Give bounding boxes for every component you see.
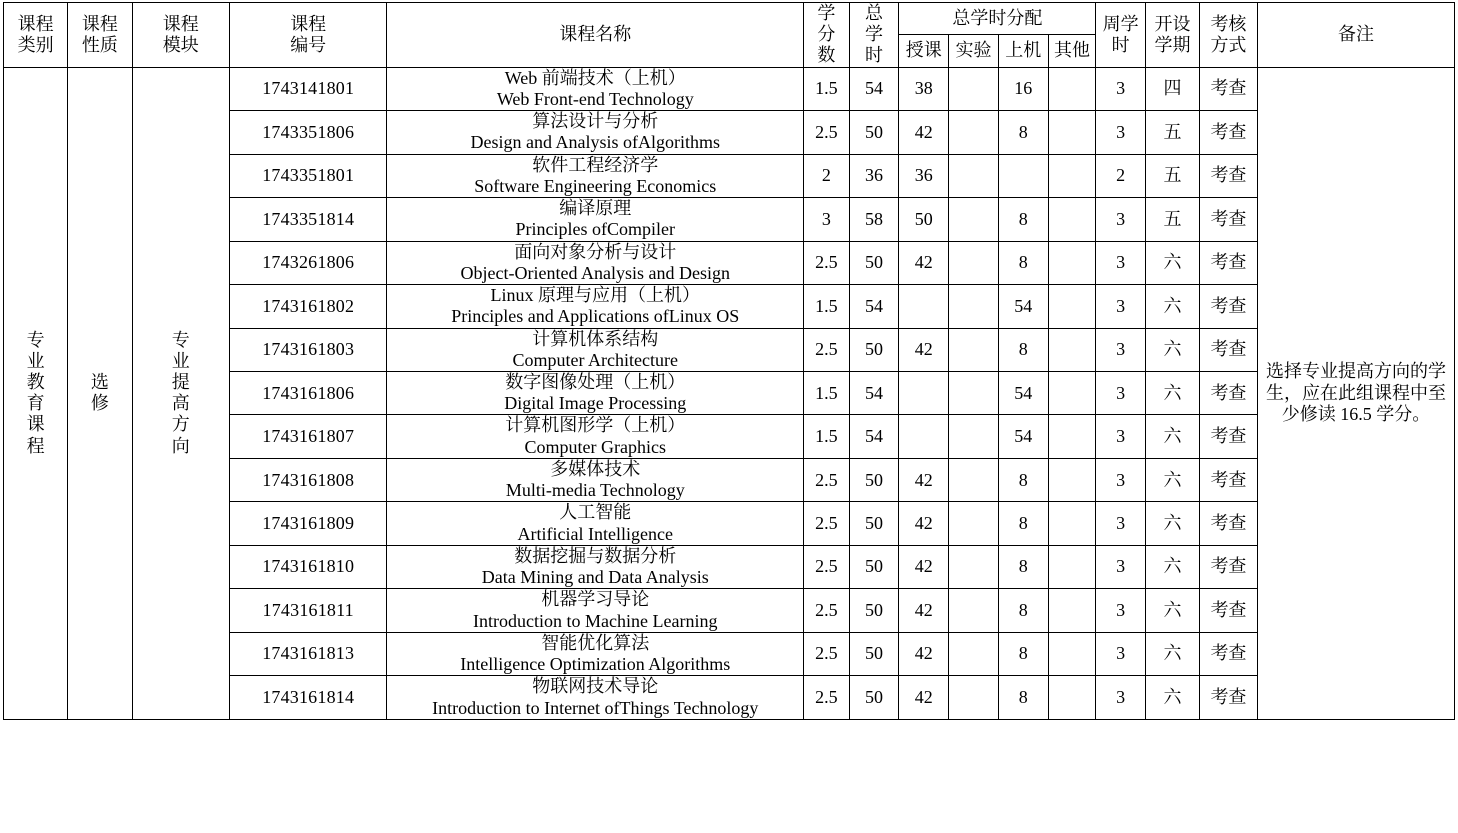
course-lab-hours: 8 [998,458,1048,501]
course-assessment: 考查 [1199,502,1257,545]
course-name [387,328,804,371]
course-name-en: Computer Graphics [524,436,666,457]
course-lab-hours: 8 [998,241,1048,284]
course-name-cn: 算法设计与分析 [532,111,659,132]
course-term: 六 [1146,632,1200,675]
table-body [4,67,1455,719]
course-name [387,154,804,197]
course-experiment-hours [949,371,999,414]
group-module-cell [132,67,229,719]
course-term: 六 [1146,545,1200,588]
course-name-cn: 多媒体技术 [550,458,641,479]
course-experiment-hours [949,415,999,458]
course-lecture-hours: 36 [899,154,949,197]
course-assessment: 考查 [1199,589,1257,632]
course-other-hours [1048,111,1096,154]
course-weekly-hours: 3 [1096,371,1146,414]
course-name-cn: 计算机图形学（上机） [505,415,686,436]
course-lab-hours: 8 [998,632,1048,675]
header-course-module-line2: 模块 [162,34,199,55]
header-hours-distribution: 总学时分配 [899,3,1096,35]
group-category-char: 育 [26,393,45,414]
course-other-hours [1048,458,1096,501]
course-name-en: Intelligence Optimization Algorithms [460,654,731,675]
header-remark: 备注 [1257,3,1454,68]
course-code: 1743161808 [229,458,387,501]
header-weekly-hours-line2: 时 [1111,34,1130,55]
course-code: 1743351806 [229,111,387,154]
course-lab-hours: 54 [998,415,1048,458]
course-lab-hours: 16 [998,67,1048,110]
course-name [387,241,804,284]
course-name-en: Introduction to Internet ofThings Technology [432,697,759,718]
course-lab-hours: 8 [998,198,1048,241]
course-assessment: 考查 [1199,371,1257,414]
course-lab-hours: 8 [998,328,1048,371]
course-total-hours: 58 [849,198,899,241]
course-code: 1743141801 [229,67,387,110]
course-experiment-hours [949,589,999,632]
course-name-en: Artificial Intelligence [517,523,673,544]
group-nature-cell [68,67,132,719]
course-name-en: Principles ofCompiler [515,219,676,240]
course-lab-hours: 8 [998,111,1048,154]
course-term: 五 [1146,111,1200,154]
course-name-cn: 人工智能 [559,502,632,523]
course-code: 1743351801 [229,154,387,197]
course-assessment: 考查 [1199,154,1257,197]
group-category-char: 教 [26,371,45,392]
course-term: 六 [1146,458,1200,501]
course-experiment-hours [949,328,999,371]
course-other-hours [1048,545,1096,588]
course-total-hours: 54 [849,415,899,458]
course-name [387,632,804,675]
course-experiment-hours [949,545,999,588]
header-total-hours [849,3,899,68]
course-total-hours: 50 [849,545,899,588]
course-credits: 2.5 [804,111,850,154]
course-experiment-hours [949,285,999,328]
course-code: 1743161803 [229,328,387,371]
group-nature-char: 选 [90,371,109,392]
group-module-char: 专 [171,329,190,350]
course-other-hours [1048,154,1096,197]
header-total-hours-line1: 总 [865,3,884,23]
course-name [387,371,804,414]
course-name [387,67,804,110]
course-other-hours [1048,241,1096,284]
curriculum-table [3,2,1455,720]
course-code: 1743161807 [229,415,387,458]
course-lab-hours [998,154,1048,197]
course-credits: 2.5 [804,632,850,675]
header-lab-hours: 上机 [998,35,1048,67]
header-course-nature-line1: 课程 [81,13,118,34]
course-term: 四 [1146,67,1200,110]
header-course-category-line2: 类别 [17,34,54,55]
course-assessment: 考查 [1199,632,1257,675]
group-category-char: 专 [26,329,45,350]
course-code: 1743161814 [229,676,387,719]
course-credits: 1.5 [804,285,850,328]
course-other-hours [1048,371,1096,414]
course-name-en: Web Front-end Technology [496,88,694,109]
course-lecture-hours: 42 [899,328,949,371]
header-course-name: 课程名称 [387,3,804,68]
header-term-line2: 学期 [1154,34,1191,55]
header-course-code-line2: 编号 [290,34,327,55]
course-other-hours [1048,198,1096,241]
course-lecture-hours: 42 [899,241,949,284]
course-assessment: 考查 [1199,67,1257,110]
course-experiment-hours [949,67,999,110]
course-weekly-hours: 3 [1096,415,1146,458]
course-other-hours [1048,328,1096,371]
course-weekly-hours: 3 [1096,545,1146,588]
header-course-module-line1: 课程 [162,13,199,34]
course-lecture-hours [899,415,949,458]
group-category-char: 业 [26,350,45,371]
course-lecture-hours: 42 [899,111,949,154]
table-row [4,67,1455,110]
course-lecture-hours: 42 [899,676,949,719]
course-weekly-hours: 3 [1096,111,1146,154]
course-name-cn: 数据挖掘与数据分析 [514,545,677,566]
course-term: 六 [1146,502,1200,545]
course-code: 1743161810 [229,545,387,588]
course-credits: 1.5 [804,371,850,414]
course-name-cn: Web 前端技术（上机） [504,67,686,88]
course-assessment: 考查 [1199,241,1257,284]
course-lecture-hours [899,371,949,414]
header-total-hours-line3: 时 [865,45,884,66]
group-remark-text: 选择专业提高方向的学生，应在此组课程中至少修读 16.5 学分。 [1265,361,1446,424]
course-code: 1743261806 [229,241,387,284]
course-assessment: 考查 [1199,198,1257,241]
course-term: 六 [1146,371,1200,414]
group-category-cell [4,67,68,719]
group-module-char: 向 [171,435,190,456]
course-lecture-hours: 38 [899,67,949,110]
group-module-char: 高 [171,393,190,414]
course-lecture-hours [899,285,949,328]
course-total-hours: 50 [849,676,899,719]
course-name [387,415,804,458]
course-credits: 2.5 [804,545,850,588]
course-term: 六 [1146,589,1200,632]
course-weekly-hours: 3 [1096,502,1146,545]
course-lecture-hours: 42 [899,632,949,675]
course-lab-hours: 8 [998,589,1048,632]
header-total-hours-line2: 学 [865,24,884,45]
course-term: 六 [1146,676,1200,719]
group-category-char: 课 [26,414,45,435]
course-name [387,458,804,501]
header-assessment [1199,3,1257,68]
group-module-char: 方 [171,414,190,435]
course-name-en: Computer Architecture [512,349,678,370]
course-total-hours: 36 [849,154,899,197]
curriculum-sheet [0,2,1458,833]
course-other-hours [1048,415,1096,458]
course-weekly-hours: 3 [1096,285,1146,328]
course-experiment-hours [949,154,999,197]
course-credits: 2.5 [804,676,850,719]
course-term: 六 [1146,285,1200,328]
course-code: 1743161802 [229,285,387,328]
course-total-hours: 50 [849,328,899,371]
course-lab-hours: 54 [998,285,1048,328]
header-weekly-hours-line1: 周学 [1102,13,1139,34]
course-term: 六 [1146,415,1200,458]
course-credits: 2.5 [804,589,850,632]
course-name [387,502,804,545]
group-remark-cell [1257,67,1454,719]
course-experiment-hours [949,241,999,284]
course-name [387,285,804,328]
course-term: 五 [1146,198,1200,241]
header-credits-line3: 数 [817,45,836,66]
header-course-nature-line2: 性质 [81,34,118,55]
course-credits: 1.5 [804,67,850,110]
header-course-code [229,3,387,68]
header-course-nature [68,3,132,68]
course-weekly-hours: 3 [1096,458,1146,501]
course-name [387,545,804,588]
header-term [1146,3,1200,68]
course-assessment: 考查 [1199,676,1257,719]
course-total-hours: 50 [849,241,899,284]
course-weekly-hours: 3 [1096,241,1146,284]
course-lab-hours: 8 [998,545,1048,588]
course-code: 1743161809 [229,502,387,545]
course-name-en: Design and Analysis ofAlgorithms [470,132,721,153]
course-credits: 2.5 [804,458,850,501]
course-weekly-hours: 3 [1096,676,1146,719]
course-code: 1743161813 [229,632,387,675]
course-other-hours [1048,67,1096,110]
group-category-char: 程 [26,435,45,456]
course-other-hours [1048,285,1096,328]
course-name-cn: 智能优化算法 [541,632,650,653]
course-weekly-hours: 2 [1096,154,1146,197]
course-other-hours [1048,589,1096,632]
course-experiment-hours [949,198,999,241]
course-experiment-hours [949,676,999,719]
course-code: 1743161806 [229,371,387,414]
group-module-char: 业 [171,350,190,371]
course-name [387,589,804,632]
header-credits [804,3,850,68]
course-lab-hours: 54 [998,371,1048,414]
header-assessment-line2: 方式 [1210,34,1247,55]
course-total-hours: 50 [849,589,899,632]
course-credits: 2 [804,154,850,197]
course-code: 1743161811 [229,589,387,632]
header-other-hours: 其他 [1048,35,1096,67]
course-term: 六 [1146,241,1200,284]
course-term: 五 [1146,154,1200,197]
course-name-cn: 机器学习导论 [541,589,650,610]
course-lecture-hours: 42 [899,458,949,501]
course-name-en: Software Engineering Economics [474,175,717,196]
header-credits-line2: 分 [817,24,836,45]
course-credits: 2.5 [804,328,850,371]
header-term-line1: 开设 [1154,13,1191,34]
course-lecture-hours: 50 [899,198,949,241]
course-name-en: Multi-media Technology [505,480,685,501]
course-weekly-hours: 3 [1096,328,1146,371]
course-total-hours: 54 [849,67,899,110]
course-name-cn: 物联网技术导论 [532,676,659,697]
course-assessment: 考查 [1199,111,1257,154]
course-total-hours: 50 [849,502,899,545]
header-course-module [132,3,229,68]
course-credits: 2.5 [804,502,850,545]
course-total-hours: 54 [849,285,899,328]
course-name-cn: 面向对象分析与设计 [514,241,677,262]
course-name-cn: 计算机体系结构 [532,328,659,349]
header-weekly-hours [1096,3,1146,68]
header-lecture-hours: 授课 [899,35,949,67]
course-lecture-hours: 42 [899,589,949,632]
course-total-hours: 50 [849,111,899,154]
course-name [387,198,804,241]
course-name-en: Data Mining and Data Analysis [481,567,709,588]
course-name-en: Principles and Applications ofLinux OS [451,306,740,327]
course-total-hours: 50 [849,632,899,675]
course-credits: 1.5 [804,415,850,458]
course-name-en: Introduction to Machine Learning [473,610,718,631]
course-assessment: 考查 [1199,328,1257,371]
course-weekly-hours: 3 [1096,632,1146,675]
course-assessment: 考查 [1199,458,1257,501]
course-other-hours [1048,676,1096,719]
header-experiment-hours: 实验 [949,35,999,67]
header-course-code-line1: 课程 [290,13,327,34]
course-credits: 2.5 [804,241,850,284]
course-assessment: 考查 [1199,545,1257,588]
course-name-cn: Linux 原理与应用（上机） [490,285,701,306]
course-lab-hours: 8 [998,502,1048,545]
course-experiment-hours [949,458,999,501]
course-total-hours: 50 [849,458,899,501]
course-name-en: Digital Image Processing [504,393,687,414]
course-code: 1743351814 [229,198,387,241]
course-name-cn: 数字图像处理（上机） [505,371,686,392]
course-assessment: 考查 [1199,415,1257,458]
course-experiment-hours [949,632,999,675]
course-weekly-hours: 3 [1096,198,1146,241]
header-credits-line1: 学 [817,3,836,23]
course-name-cn: 软件工程经济学 [532,154,659,175]
header-course-category [4,3,68,68]
course-other-hours [1048,502,1096,545]
course-experiment-hours [949,502,999,545]
course-name [387,111,804,154]
course-name-en: Object-Oriented Analysis and Design [460,262,730,283]
course-lab-hours: 8 [998,676,1048,719]
group-nature-char: 修 [90,393,109,414]
course-weekly-hours: 3 [1096,589,1146,632]
header-assessment-line1: 考核 [1210,13,1247,34]
group-module-char: 提 [171,371,190,392]
course-total-hours: 54 [849,371,899,414]
course-lecture-hours: 42 [899,502,949,545]
course-lecture-hours: 42 [899,545,949,588]
course-weekly-hours: 3 [1096,67,1146,110]
table-header [4,3,1455,68]
course-other-hours [1048,632,1096,675]
course-assessment: 考查 [1199,285,1257,328]
course-name [387,676,804,719]
header-course-category-line1: 课程 [17,13,54,34]
course-name-cn: 编译原理 [559,198,632,219]
course-credits: 3 [804,198,850,241]
course-experiment-hours [949,111,999,154]
header-row-main [4,3,1455,35]
course-term: 六 [1146,328,1200,371]
